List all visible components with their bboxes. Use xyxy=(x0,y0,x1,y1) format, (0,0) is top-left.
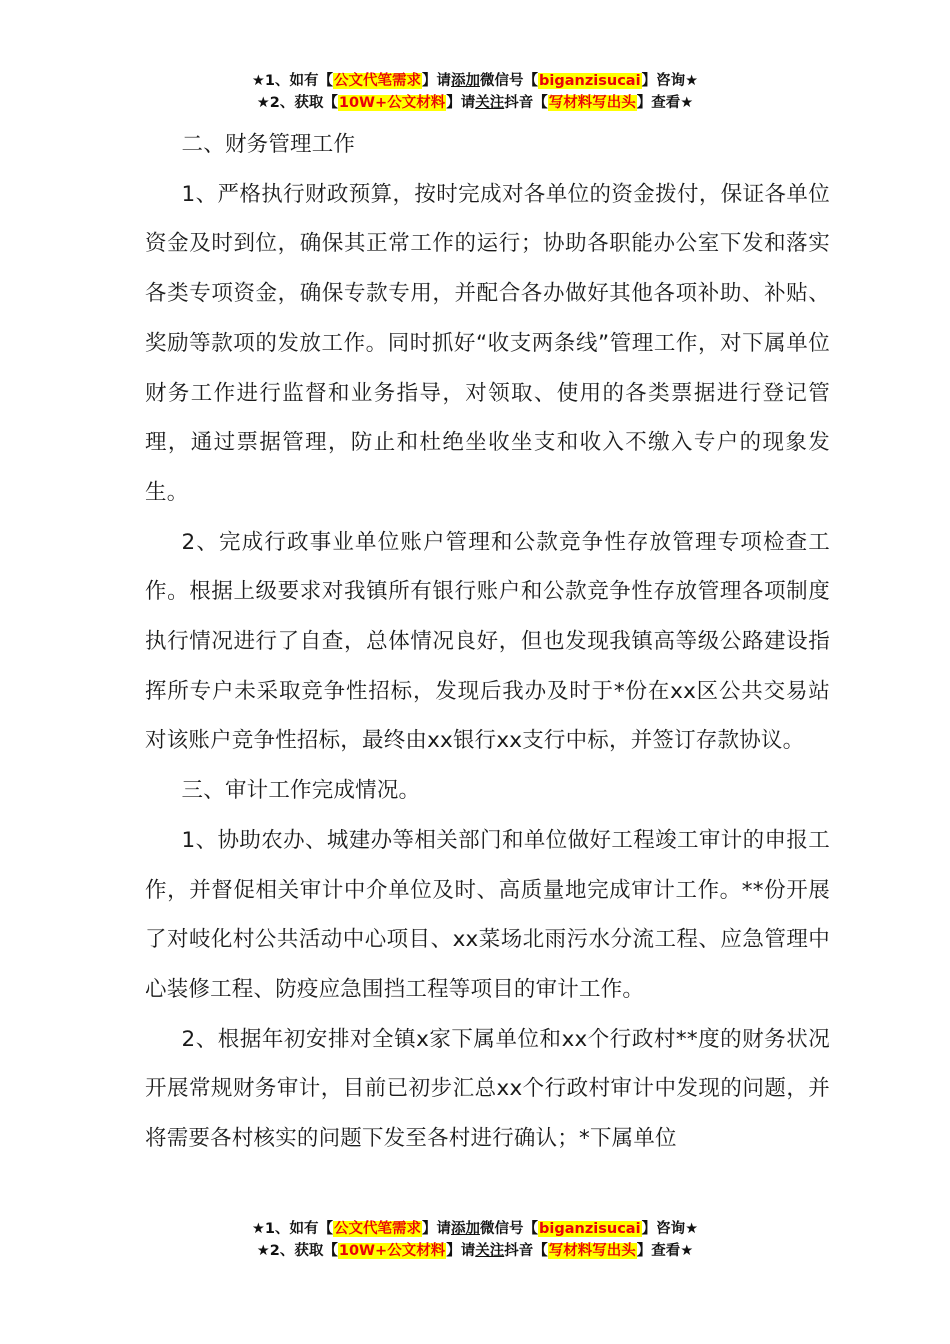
banner-text: 】咨询★ xyxy=(641,1221,699,1237)
banner-text: 】查看★ xyxy=(636,95,694,111)
highlight-text: biganzisucai xyxy=(539,1221,641,1237)
banner-text: 微信号【 xyxy=(480,1221,539,1237)
paragraph: 2、完成行政事业单位账户管理和公款竞争性存放管理专项检查工作。根据上级要求对我镇所有银行账户和公款竞争性存放管理各项制度执行情况进行了自查，总体情况良好，但也发现我镇高等级公路建设指挥所专户未采取竞争性招标，发现后我办及时于*份在xx区公共交易站对该账户竞争性招标，最终由xx银行xx支行中标，并签订存款协议。 xyxy=(145,529,830,754)
highlight-text: 10W+公文材料 xyxy=(338,95,446,111)
banner-text: 】请 xyxy=(422,73,452,89)
banner-text: 】请 xyxy=(446,95,476,111)
banner-line-1 xyxy=(0,70,950,92)
document-body xyxy=(145,120,830,1164)
banner-line-1 xyxy=(0,1218,950,1240)
paragraph: 2、根据年初安排对全镇x家下属单位和xx个行政村**度的财务状况开展常规财务审计，目前已初步汇总xx个行政村审计中发现的问题，并将需要各村核实的问题下发至各村进行确认；*下属单位 xyxy=(145,1026,830,1152)
banner-text: ★1、如有【 xyxy=(251,1221,334,1237)
banner-text: 】请 xyxy=(422,1221,452,1237)
underlined-text: 关注 xyxy=(475,95,505,111)
section-heading: 二、财务管理工作 xyxy=(181,132,356,157)
banner-text: 抖音【 xyxy=(504,95,548,111)
banner-text: 】请 xyxy=(446,1243,476,1259)
paragraph: 1、严格执行财政预算，按时完成对各单位的资金拨付，保证各单位资金及时到位，确保其正常工作的运行；协助各职能办公室下发和落实各类专项资金，确保专款专用，并配合各办做好其他各项补助、补贴、奖励等款项的发放工作。同时抓好“收支两条线”管理工作，对下属单位财务工作进行监督和业务指导，对领取、使用的各类票据进行登记管理，通过票据管理，防止和杜绝坐收坐支和收入不缴入专户的现象发生。 xyxy=(145,181,830,505)
paragraph: 1、协助农办、城建办等相关部门和单位做好工程竣工审计的申报工作，并督促相关审计中介单位及时、高质量地完成审计工作。**份开展了对岐化村公共活动中心项目、xx菜场北雨污水分流工程、应急管理中心装修工程、防疫应急围挡工程等项目的审计工作。 xyxy=(145,827,830,1002)
underlined-text: 添加 xyxy=(451,1221,481,1237)
banner-text: ★2、获取【 xyxy=(256,95,338,111)
banner-text: 抖音【 xyxy=(504,1243,548,1259)
section-heading: 三、审计工作完成情况。 xyxy=(181,778,421,804)
banner-line-2 xyxy=(0,1240,950,1262)
banner-text: 】咨询★ xyxy=(641,73,699,89)
highlight-text: 写材料写出头 xyxy=(548,95,636,111)
footer-banner xyxy=(0,1218,950,1262)
banner-text: ★2、获取【 xyxy=(256,1243,338,1259)
highlight-text: 写材料写出头 xyxy=(548,1243,636,1259)
highlight-text: 10W+公文材料 xyxy=(338,1243,446,1259)
underlined-text: 关注 xyxy=(475,1243,505,1259)
banner-text: 微信号【 xyxy=(480,73,539,89)
highlight-text: 公文代笔需求 xyxy=(334,1221,422,1237)
highlight-text: 公文代笔需求 xyxy=(334,73,422,89)
header-banner xyxy=(0,70,950,114)
banner-line-2 xyxy=(0,92,950,114)
banner-text: 】查看★ xyxy=(636,1243,694,1259)
highlight-text: biganzisucai xyxy=(539,73,641,89)
banner-text: ★1、如有【 xyxy=(251,73,334,89)
underlined-text: 添加 xyxy=(451,73,481,89)
